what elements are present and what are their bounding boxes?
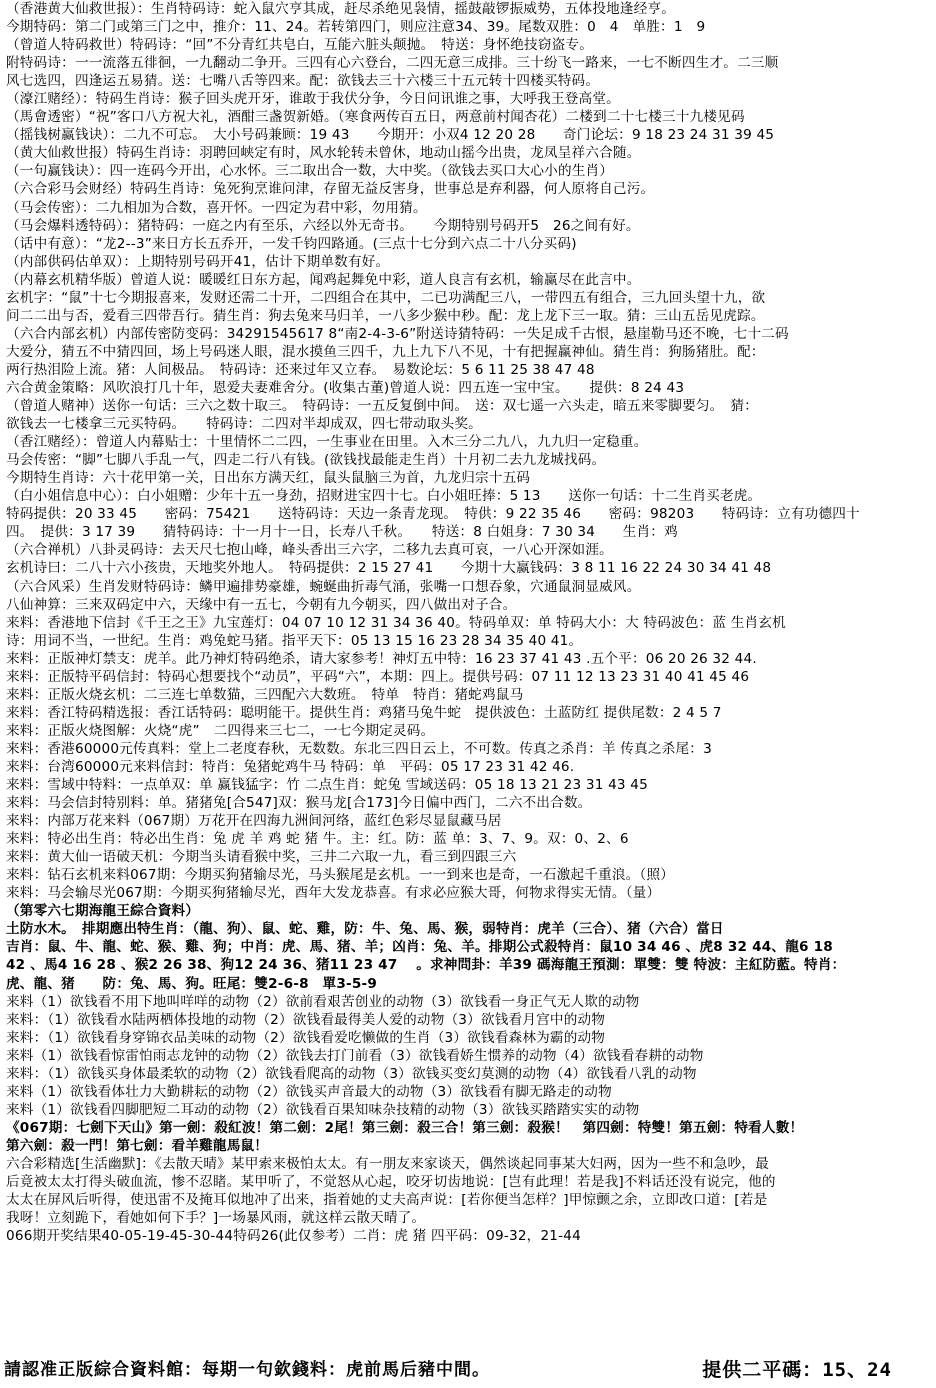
text-line: 问二二出与否，爱看三四带吾行。猜生肖：狗去兔来马归羊，一八多少猴中秒。配：龙上龙下三一取。猜：三山五岳见虎踪。 xyxy=(6,307,765,324)
text-line: 来料（1）欲钱看惊雷怕雨志龙钟的动物（2）欲钱去打门前看（3）欲钱看娇生惯养的动物（4）欲钱看春耕的动物 xyxy=(6,1047,704,1064)
text-line: 六合黄金策略：风吹浪打几十年，恩爱夫妻难舍分。(收集古董)曾道人说：四五连一宝中宝。 提供：8 24 43 xyxy=(6,379,685,396)
text-line: 来料：台湾60000元来料信封：特肖：兔猪蛇鸡牛马 特码：单 平码：05 17 23 31 42 46. xyxy=(6,758,575,775)
text-line: （白小姐信息中心）：白小姐赠：少年十五一身劲，招财进宝四十七。白小姐旺捧：5 13 送你一句话：十二生肖买老虎。 xyxy=(6,488,762,505)
draw-result-line: 066期开奖结果40-05-19-45-30-44特码26(此仅参考）二肖：虎 猪 四平码：09-32，21-44 xyxy=(6,1228,581,1245)
text-line: 来料：雪域中特料：一点单双：单 赢钱猛字：竹 二点生肖：蛇兔 雪域送码：05 18 13 21 23 31 43 45 xyxy=(6,777,648,794)
text-line: （六合风采）生肖发财特码诗：鳞甲遍排势豪雄，蜿蜒曲折毒气涌，张嘴一口想吞象，穴通鼠洞显威风。 xyxy=(6,578,641,595)
text-line: 来料：马会输尽光067期：今期买狗猪输尽光，酉年大发龙恭喜。有求必应猴大哥，何物求得实无情。（量） xyxy=(6,885,661,902)
text-line: 马会传密：“脚”七脚八手乱一气，四走二行八有钱。(欲钱找最能走生肖）十月初二去九龙城找码。 xyxy=(6,452,606,469)
seven-swords-section xyxy=(6,1119,932,1155)
text-line: 来料：黄大仙一语破天机：今期当头请看猴中奖，三井二六取一九，看三到四跟三六 xyxy=(6,849,517,866)
footer-banner xyxy=(4,1356,932,1384)
text-line: 欲钱去一七楼拿三元买特码。 特码诗：二四对半却成双，四七带动取头奖。 xyxy=(6,416,482,433)
text-line: （六合彩马会财经）特码生肖诗：兔死狗烹谁问津，存留无益反害身，世事总是弃利器，何人原将自己污。 xyxy=(6,181,655,198)
text-line: 来料：香江特码精选报：香江话特码：聪明能干。提供生肖：鸡猪马兔牛蛇 提供波色：土蓝防红 提供尾数：2 4 5 7 xyxy=(6,704,722,721)
animal-riddle-section xyxy=(6,993,932,1119)
text-line: 42 、馬4 16 28 、猴2 26 38、狗12 24 36、猪11 23 47 。求神問卦：羊39 碼海龍王預測：單雙：雙 特波：主紅防藍。特肖： xyxy=(6,957,846,974)
text-line: （第零六七期海龍王綜合資料） xyxy=(6,903,200,920)
text-line: 来料：特必出生肖：特必出生肖：兔 虎 羊 鸡 蛇 猪 牛。主：红。防：蓝 单：3、7、9。双：0、2、6 xyxy=(6,831,629,848)
text-line: 第六劍：殺一門！第七劍：看羊雞龍馬鼠！ xyxy=(6,1137,269,1154)
footer-code: 15、24 xyxy=(822,1359,892,1381)
text-line: 八仙神算：三来双码定中六，天缘中有一五七，今朝有九今朝买，四八做出对子合。 xyxy=(6,596,517,613)
text-line: 来料：正版神灯禁支：虎羊。此乃神灯特码绝杀，请大家参考！神灯五中特：16 23 37 41 43 .五个平：06 20 26 32 44. xyxy=(6,650,757,667)
text-line: 来料（1）欲钱看四脚肥短二耳动的动物（2）欲钱看百果知味杂技精的动物（3）欲钱买踏踏实实的动物 xyxy=(6,1101,640,1118)
text-line: 今期特生肖诗：六十花甲第一关，日出东方满天红，鼠头鼠脑三为首，九龙归宗十五码 xyxy=(6,470,531,487)
text-line: 特码提供：20 33 45 密码：75421 送特码诗：天边一条青龙现。 特供：9 22 35 46 密码：98203 特码诗：立有功德四十 xyxy=(6,506,860,523)
text-line: （馬會透密）“祝”客口八方祝大礼，酒酣三盏贺新婚。（寒食两传百五日，两意前村闻杏花）二楼到二十七楼三十九楼见码 xyxy=(6,109,745,126)
text-line: （香江赌经）：曾道人内幕贴士：十里情怀二二四，一生事业在田里。入木三分二九八，九九归一定稳重。 xyxy=(6,434,648,451)
text-line: 来料：内部万花来料（067期）万花开在四海九洲间河络，蓝红色彩尽显鼠藏马居 xyxy=(6,813,502,830)
humor-story-section xyxy=(6,1155,932,1227)
text-line: 玄机诗曰：二八十六小孩贵，天地奖外地人。 特码提供：2 15 27 41 今期十大赢钱码：3 8 11 16 22 24 30 34 41 48 xyxy=(6,560,772,577)
text-line: 四。 提供：3 17 39 猜特码诗：十一月十一日，长寿八千秋。 特送：8 白姐身：7 30 34 生肖：鸡 xyxy=(6,524,678,541)
tips-section xyxy=(6,0,932,902)
text-line: （濠江赌经）：特码生肖诗：猴子回头虎开牙，谁敢于我伏分争，今日问讯谁之事，大呼我王登高堂。 xyxy=(6,91,620,108)
text-line: 来料：（1）欲钱看水陆两栖体投地的动物（2）欲钱看最得美人爱的动物（3）欲钱看月宫中的动物 xyxy=(6,1011,606,1028)
text-line: （马会传密）：二九相加为合数，喜开怀。一四定为君中彩，勿用猜。 xyxy=(6,199,427,216)
text-line: 后竟被太太打得头破血流，惨不忍睹。某甲听了，不觉怒从心起，咬牙切齿地说：[岂有此理！若是我]不料话还没有说完，他的 xyxy=(6,1174,776,1191)
text-line: 来料：钻石玄机来料067期：今期买狗猪输尽光，马头猴尾是玄机。一一到来也是奇，一石激起千重浪。（照） xyxy=(6,867,675,884)
text-line: 来料（1）欲钱看体壮力大勤耕耘的动物（2）欲钱买声音最大的动物（3）欲钱看有脚无路走的动物 xyxy=(6,1083,612,1100)
text-line: 两行热泪险上流。猪：人间极品。 特码诗：还来过年又立春。 易数论坛：5 6 11 25 38 47 48 xyxy=(6,361,595,378)
text-line: 来料：正版特平码信封：特码心想要找个“动员”，平码“六”，本期：四上。提供号码：07 11 12 13 23 31 40 41 45 46 xyxy=(6,668,750,685)
text-line: 来料：马会信封特别料：单。猪猪兔[合547]双：猴马龙[合173]今日偏中西门，二六不出合数。 xyxy=(6,795,592,812)
text-line: 来料：香港地下信封《千王之王》九宝莲灯：04 07 10 12 31 34 36 40。特码单双：单 特码大小：大 特码波色：蓝 生肖玄机 xyxy=(6,614,786,631)
text-line: 来料：香港60000元传真料：堂上二老度春秋，无数数。东北三四日云上，不可数。传真之杀肖：羊 传真之杀尾：3 xyxy=(6,740,712,757)
text-line: （黄大仙救世报）特码生肖诗：羽聘回峡定有时，风水轮转未曾休，地动山摇今出贵，龙凤呈祥六合随。 xyxy=(6,145,641,162)
text-line: 来料：（1）欲钱买身体最柔软的动物（2）欲钱看爬高的动物（3）欲钱买变幻莫测的动物（4）欲钱看八乳的动物 xyxy=(6,1065,697,1082)
text-line: 《067期：七劍下天山》第一劍：殺紅波！第二劍：2尾！第三劍：殺三合！第三劍：殺猴！ 第四劍：特雙！第五劍：特看人數！ xyxy=(6,1119,804,1136)
text-line: 今期特码：第二门或第三门之中，推介：11、24。若转第四门，则应注意34、39。尾数双胜：0 4 单胜：1 9 xyxy=(6,19,706,36)
footer-label: 提供二平碼： xyxy=(702,1359,823,1381)
text-line: 来料：正版火烧图解：火烧“虎” 二四得来三七二，一七今期定灵码。 xyxy=(6,722,435,739)
text-line: 土防水木。 排期應出特生肖：（龍、狗）、鼠、蛇、雞，防：牛、兔、馬、猴，弱特肖：虎羊（三合）、猪（六合）當日 xyxy=(6,921,724,938)
text-line: 太太在屏风后听得，使迅雷不及掩耳似地冲了出来，指着她的丈夫高声说：[若你便当怎样？]甲惊颤之余，立即改口道：[若是 xyxy=(6,1192,768,1209)
text-line: （曾道人赌神）送你一句话：三六之数十取三。 特码诗：一五反复倒中间。 送：双七遥一六头走，暗五来零脚要匀。 猜： xyxy=(6,398,759,415)
text-line: 虎、龍、猪 防：兔、馬、狗。旺尾：雙2-6-8 單3-5-9 xyxy=(6,975,377,992)
text-line: 来料：正版火烧玄机：二三连七单数猫，三四配六大数班。 特单 特肖：猪蛇鸡鼠马 xyxy=(6,686,524,703)
text-line: 诗：用词不当，一世纪。生肖：鸡兔蛇马猪。指平天下：05 13 15 16 23 28 34 35 40 41。 xyxy=(6,632,583,649)
text-line: 来料：（1）欲钱看身穿锦衣品美味的动物（2）欲钱看爱吃懒做的生肖（3）欲钱看森林为霸的动物 xyxy=(6,1029,606,1046)
text-line: （一句赢钱诀）：四一连码今开出，心水怀。三二取出合一数，大中奖。（欲钱去买口大心小的生肖） xyxy=(6,163,614,180)
text-line: （六合内部玄机）内部传密防变码：34291545617 8“南2-4-3-6”附送诗猜特码：一失足成千古恨，悬崖勒马还不晚，七十二码 xyxy=(6,325,789,342)
text-line: （内幕玄机精华版）曾道人说：暖暖红日东方起，闻鸡起舞免中彩，道人良言有玄机，输赢尽在此言中。 xyxy=(6,271,641,288)
text-line: 六合彩精选[生活幽默]：《去散天晴》某甲索来极怕太太。有一朋友来家谈天，偶然谈起同事某大妇两，因为一些不和急吵，最 xyxy=(6,1156,769,1172)
text-line: （话中有意）：“龙2--3”来日方长五乔开，一发千钧四路通。(三点十七分到六点二十八分买码) xyxy=(6,235,577,252)
text-line: （内部供码估单双）：上期特别号码开41，估计下期单数有好。 xyxy=(6,253,390,270)
footer-code-group xyxy=(702,1356,892,1384)
text-line: （六合禅机）八卦灵码诗：去天尺七抱山峰，峰头香出三六字，二移九去真可哀，一八心开深如涯。 xyxy=(6,542,613,559)
text-line: （摇钱树赢钱诀）：二九不可忘。 大小号码兼顾：19 43 今期开：小双4 12 20 28 奇门论坛：9 18 23 24 31 39 45 xyxy=(6,127,775,144)
text-line: （曾道人特码救世）特码诗：“回”不分青红共皂白，互能六脏头颠抛。 特送：身怀绝技窃盗专。 xyxy=(6,37,594,54)
newspaper-sheet xyxy=(6,0,932,1245)
text-line: 我呀！立刻跪下，看她如何下手？]一场暴风雨，就这样云散天晴了。 xyxy=(6,1210,426,1227)
text-line: （马会爆料透特码）：猪特码：一庭之内有至乐，六经以外无奇书。 今期特别号码开5 26之间有好。 xyxy=(6,217,640,234)
text-line: 玄机字：“鼠”十七今期报喜来，发财还需二十开，二四组合在其中，二已功满配三八，一带四五有组合，三九回头望十九，欲 xyxy=(6,289,766,306)
text-line: 大爱分，猜五不中猜四回，场上号码迷人眼，混水摸鱼三四千，九上九下八不见，十有把握赢神仙。猜生肖：狗肠猪肚。配： xyxy=(6,343,765,360)
text-line: 风七选四，四逢运五易猜。送：七嘴八舌等四来。配：欲钱去三十六楼三十五元转十四楼买特码。 xyxy=(6,73,600,90)
sea-dragon-section xyxy=(6,902,932,992)
text-line: 来料（1）欲钱看不用下地叫咩咩的动物（2）欲前看艰苦创业的动物（3）欲钱看一身正气无人欺的动物 xyxy=(6,993,640,1010)
text-line: 吉肖：鼠、牛、龍、蛇、猴、雞、狗；中肖：虎、馬、猪、羊；凶肖：兔、羊。排期公式殺特肖：鼠10 34 46 、虎8 32 44、龍6 18 xyxy=(6,939,833,956)
text-line: 附特码诗：一一流落五徘徊，一九翻动二争开。三四有心六登台，二四无意三成排。三十纷飞一路来，一七不断四生才。二三顺 xyxy=(6,55,779,72)
footer-text: 請認准正版綜合資料館：每期一句欽錢料：虎前馬后豬中間。 xyxy=(4,1360,490,1380)
text-line: （香港黄大仙救世报）：生肖特码诗：蛇入鼠穴亨其成，赶尽杀绝见袅情，摇鼓敲锣振威势，五体投地逢经亨。 xyxy=(6,1,676,17)
